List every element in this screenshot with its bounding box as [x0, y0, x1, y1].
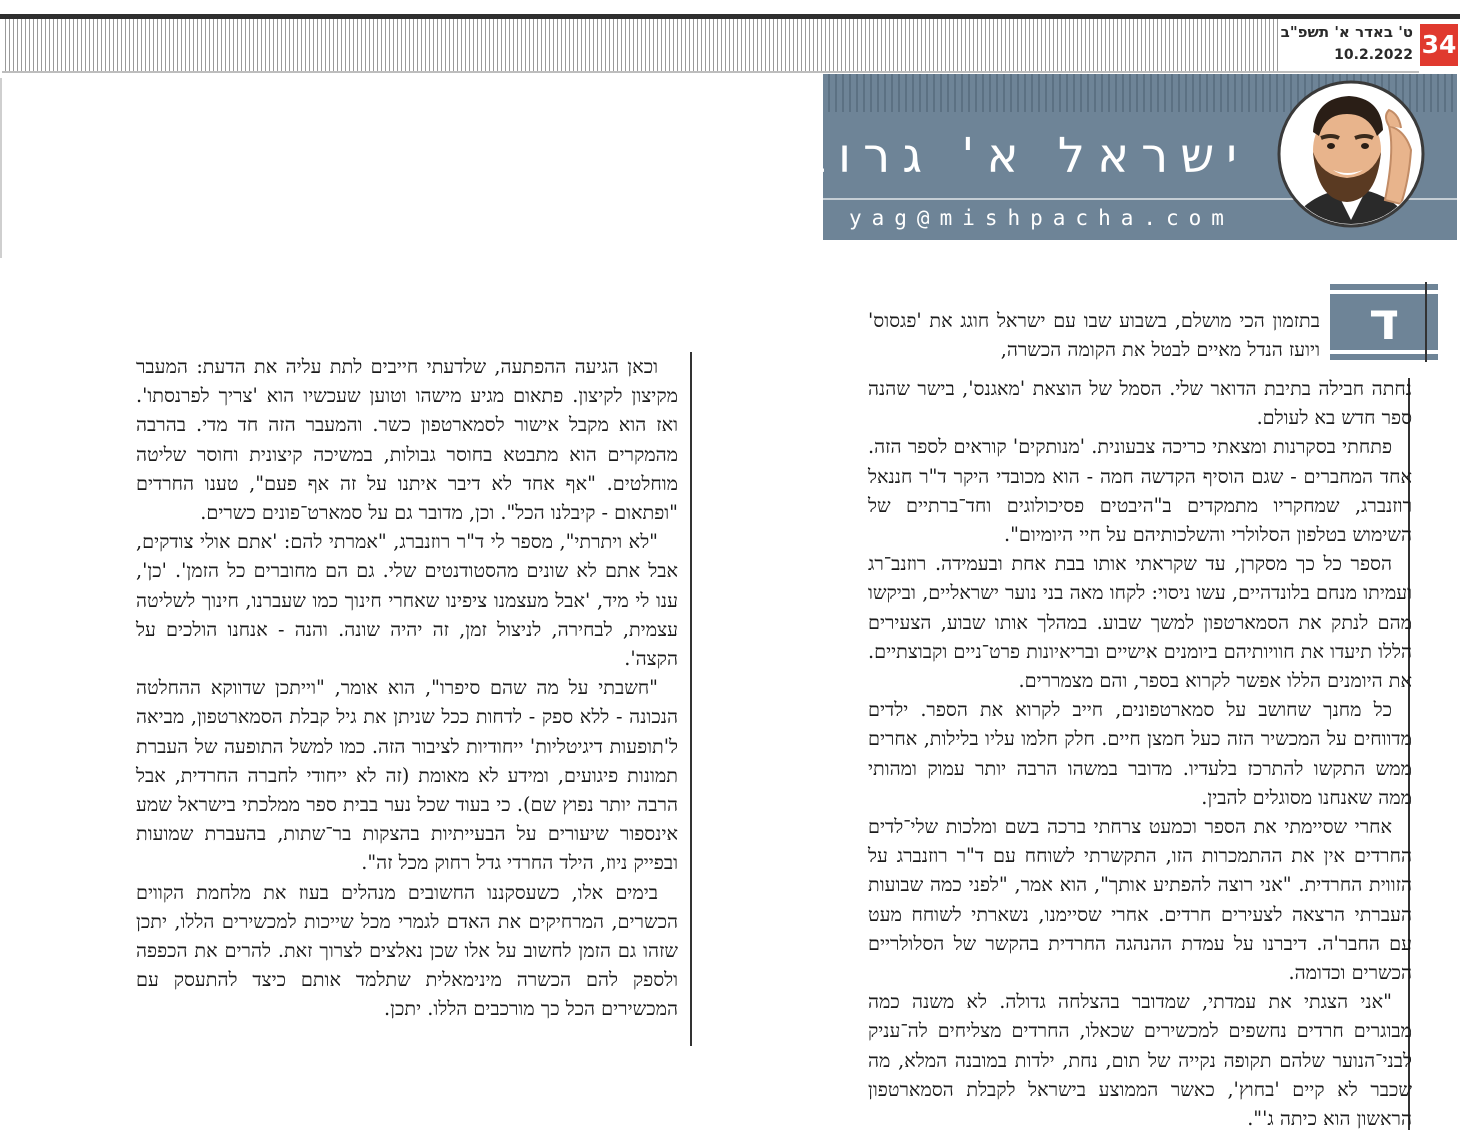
- paragraph: הספר כל כך מסקרן, עד שקראתי אותו בבת אחת ובעמידה. רוזנב־רג ועמיתו מנחם בלונדהיים, עשו ניסוי: לקחו מאה בני נוער ישראליים, וביקשו מהם לנתק את הסמארטפון למשך שבוע. במהלך אותו שבוע, הצעירים הללו תיעדו את חוויותיהם ביומנים אישיים ובריאיונות פרט־ניים וקבוצתיים. את היומנים הללו אפשר לקרוא בספר, והם מצמררים.: [868, 552, 1412, 693]
- dropcap: [1330, 284, 1438, 361]
- date-box: [1278, 19, 1419, 71]
- article-intro: [868, 306, 1320, 364]
- paragraph: נחתה חבילה בתיבת הדואר שלי. הסמל של הוצאת 'מאגנס', בישר שהנה ספר חדש בא לעולם.: [868, 377, 1412, 430]
- article-column-right: [868, 374, 1412, 1133]
- edge-rule: [0, 78, 2, 258]
- author-name: ישראל א' גרובייס: [709, 128, 1249, 184]
- dropcap-bar-top: [1330, 284, 1438, 290]
- article-column-left: [136, 352, 678, 1024]
- paragraph: פתחתי בסקרנות ומצאתי כריכה צבעונית. 'מנותקים' קוראים לספר הזה. אחד המחברים - שגם הוסיף הקדשה חמה - הוא מכובדי היקר ד"ר חננאל רוזנברג, שמחקריו מתמקדים ב"היבטים פסיכולוגים וחד־ברתיים של השימוש בטלפון הסלולרי והשלכותיהם על חיי היומיום".: [868, 435, 1412, 547]
- author-email: yag@mishpacha.com: [849, 206, 1234, 230]
- paragraph: בימים אלו, כשעסקננו החשובים מנהלים בעוז את מלחמת הקווים הכשרים, המרחיקים את האדם לגמרי מכל שייכות למכשירים הללו, יתכן שזהו גם הזמן לחשוב על אלו שכן נאלצים לצרוך זאת. להרים את הכפפה ולספק להם הכשרה מינימאלית שתלמד אותם כיצד להתעסק עם המכשירים הכל כך מורכבים הללו. יתכן.: [136, 880, 678, 1021]
- dropcap-letter: ד: [1330, 294, 1438, 350]
- author-portrait: [1277, 80, 1425, 228]
- page-number: 34: [1420, 24, 1458, 66]
- paragraph: כל מחנך שחושב על סמארטפונים, חייב לקרוא את הספר. ילדים מדווחים על המכשיר הזה כעל חמצן חיים. חלק חלמו עליו בלילות, אחרים ממש התקשו להתרכז בלעדיו. מדובר במשהו הרבה יותר עמוק ומהותי ממה שאנחנו מסוגלים להבין.: [868, 698, 1412, 809]
- paragraph: וכאן הגיעה ההפתעה, שלדעתי חייבים לתת עליה את הדעת: המעבר מקיצון לקיצון. פתאום מגיע מישהו וטוען שעכשיו הוא 'צריך לפרנסתו'. ואז הוא מקבל אישור לסמארטפון כשר. והמעבר הזה חד מדי. בהרבה מהמקרים הוא מתבטא בחוסר גבולות, במשיכה קיצונית וחוסר שליטה מוחלטים. "אף אחד לא דיבר איתנו על זה אף פעם", טענו החרדים "ופתאום - קיבלנו הכל". וכן, מדובר גם על סמארט־פונים כשרים.: [136, 355, 678, 525]
- date-hebrew: ט' באדר א' תשפ"ב: [1280, 23, 1413, 41]
- header-band: [2, 19, 1419, 73]
- intro-paragraph: בתזמון הכי מושלם, בשבוע שבו עם ישראל חוגג את 'פגסוס' ויועז הנדל מאיים לבטל את הקומה הכשרה,: [868, 309, 1320, 362]
- paragraph: "חשבתי על מה שהם סיפרו", הוא אומר, "וייתכן שדווקא ההחלטה הנכונה - ללא ספק - לדחות ככל שניתן את גיל קבלת הסמארטפון, מביאה ל'תופעות דיגיטליות' ייחודיות לציבור הזה. כמו למשל התופעה של העברת תמונות פיגועים, ומידע לא מאומת (זה לא ייחודי לחברה החרדית, אבל הרבה יותר נפוץ שם). כי בעוד שכל נער בבית ספר ממלכתי בישראל שמע אינספור שיעורים על הבעייתיות בהצקות בר־שתות, בהעברת שמועות ובפייק ניוז, הילד החרדי גדל רחוק מכל זה".: [136, 676, 678, 875]
- left-column-rule: [690, 352, 692, 1046]
- dropcap-bar-bottom: [1330, 354, 1438, 360]
- paragraph: "לא ויתרתי", מספר לי ד"ר רוזנברג, "אמרתי להם: 'אתם אולי צודקים, אבל אתם לא שונים מהסטודנטים שלי. גם הם מחוברים כל הזמן'. 'כן', ענו לי מיד, 'אבל מעצמנו ציפינו שאחרי חינוך כמו שעברנו, חינוך לשליטה עצמית, לבחירה, לניצול זמן, זה יהיה שונה. והנה - אנחנו הולכים על הקצה'.: [136, 530, 678, 671]
- dropcap-rule: [1425, 282, 1427, 362]
- paragraph: "אני הצגתי את עמדתי, שמדובר בהצלחה גדולה. לא משנה כמה מבוגרים חרדים נחשפים למכשירים שכאלו, החרדים מצליחים לה־עניק לבני־הנוער שלהם תקופה נקייה של תום, נחת, ילדות במובנה המלא, מה שכבר לא קיים 'בחוץ', כאשר הממוצע בישראל לקבלת הסמארטפון הראשון הוא כיתה ג'".: [868, 990, 1412, 1131]
- paragraph: אחרי שסיימתי את הספר וכמעט צרחתי ברכה בשם ומלכות שלי־לדים החרדים אין את ההתמכרות הזו, התקשרתי לשוחח עם ד"ר רוזנברג על הזווית החרדית. "אני רוצה להפתיע אותך", הוא אמר, "לפני כמה שבועות העברתי הרצאה לצעירים חרדים. אחרי שסיימנו, נשארתי לשוחח מעט עם החבר'ה. דיברנו על עמדת ההנהגה החרדית בהקשר של הסלולריים הכשרים וכדומה.: [868, 815, 1412, 985]
- date-gregorian: 10.2.2022: [1334, 47, 1413, 63]
